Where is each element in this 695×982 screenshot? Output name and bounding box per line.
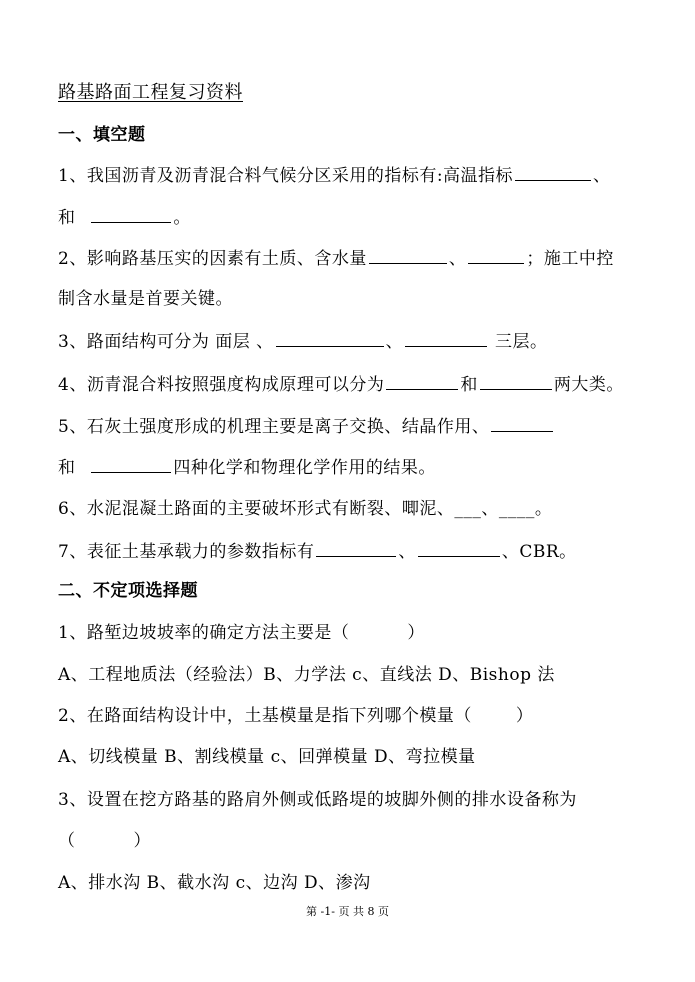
- question-5-line-1: [58, 415, 638, 438]
- choice-options-3: A、排水沟 B、截水沟 c、边沟 D、渗沟: [58, 873, 371, 893]
- question-2-line-1: [58, 247, 638, 270]
- question-text: 三层。: [489, 332, 548, 352]
- question-text: 、CBR。: [501, 542, 577, 562]
- answer-blank: [468, 247, 524, 264]
- answer-blank: [386, 373, 458, 390]
- question-text: 1、路堑边坡坡率的确定方法主要是（: [58, 623, 350, 643]
- question-text: 4、沥青混合料按照强度构成原理可以分为: [58, 375, 385, 395]
- question-1-line-2: [58, 206, 638, 229]
- question-7: [58, 540, 638, 563]
- question-2-line-2: 制含水量是首要关键。: [58, 289, 233, 309]
- question-text: 7、表征土基承载力的参数指标有: [58, 542, 315, 562]
- question-text: 2、在路面结构设计中，土基模量是指下列哪个模量（: [58, 706, 472, 726]
- question-text: ）: [407, 623, 425, 643]
- choice-options-1: A、工程地质法（经验法）B、力学法 c、直线法 D、Bishop 法: [58, 665, 555, 685]
- question-4: [58, 373, 638, 396]
- answer-blank: [91, 456, 171, 473]
- question-text: （: [58, 831, 76, 851]
- question-text: 和: [58, 458, 76, 478]
- answer-blank: [418, 540, 500, 557]
- question-text: 、: [398, 542, 416, 562]
- question-text: ；施工中控: [526, 249, 614, 269]
- question-text: 3、路面结构可分为 面层 、: [58, 332, 274, 352]
- question-text: ）: [133, 831, 151, 851]
- choice-question-2: [58, 705, 638, 727]
- question-text: ）: [515, 706, 534, 726]
- question-text: 两大类。: [553, 375, 624, 395]
- question-text: 1、我国沥青及沥青混合料气候分区采用的指标有:高温指标: [58, 166, 514, 186]
- choice-question-1: [58, 622, 638, 644]
- answer-blank: [369, 247, 447, 264]
- question-3: [58, 330, 638, 353]
- question-5-line-2: [58, 456, 638, 479]
- question-6: 6、水泥混凝土路面的主要破坏形式有断裂、唧泥、___、____。: [58, 499, 553, 519]
- doc-title: 路基路面工程复习资料: [58, 82, 243, 103]
- answer-blank: [515, 164, 591, 181]
- question-text: 和: [460, 375, 478, 395]
- answer-blank: [276, 330, 384, 347]
- question-text: 四种化学和物理化学作用的结果。: [173, 458, 436, 478]
- question-text: 2、影响路基压实的因素有土质、含水量: [58, 249, 367, 269]
- question-text: 。: [173, 208, 191, 228]
- choice-question-3-line-1: 3、设置在挖方路基的路肩外侧或低路堤的坡脚外侧的排水设备称为: [58, 790, 577, 810]
- answer-blank: [491, 415, 553, 432]
- answer-blank: [405, 330, 487, 347]
- section-heading-fill-blank: 一、填空题: [58, 125, 146, 145]
- question-text: 5、石灰土强度形成的机理主要是离子交换、结晶作用、: [58, 417, 490, 437]
- page-footer: 第 -1- 页 共 8 页: [306, 905, 389, 918]
- answer-blank: [316, 540, 396, 557]
- answer-blank: [91, 206, 171, 223]
- choice-options-2: A、切线模量 B、割线模量 c、回弹模量 D、弯拉模量: [58, 747, 476, 767]
- question-text: 、: [385, 332, 404, 352]
- answer-blank: [480, 373, 552, 390]
- section-heading-multiple-choice: 二、不定项选择题: [58, 581, 198, 601]
- question-1-line-1: [58, 164, 638, 187]
- question-text: 、: [593, 166, 611, 186]
- choice-question-3-line-2: [58, 830, 638, 852]
- question-text: 、: [448, 249, 467, 269]
- question-text: 和: [58, 208, 76, 228]
